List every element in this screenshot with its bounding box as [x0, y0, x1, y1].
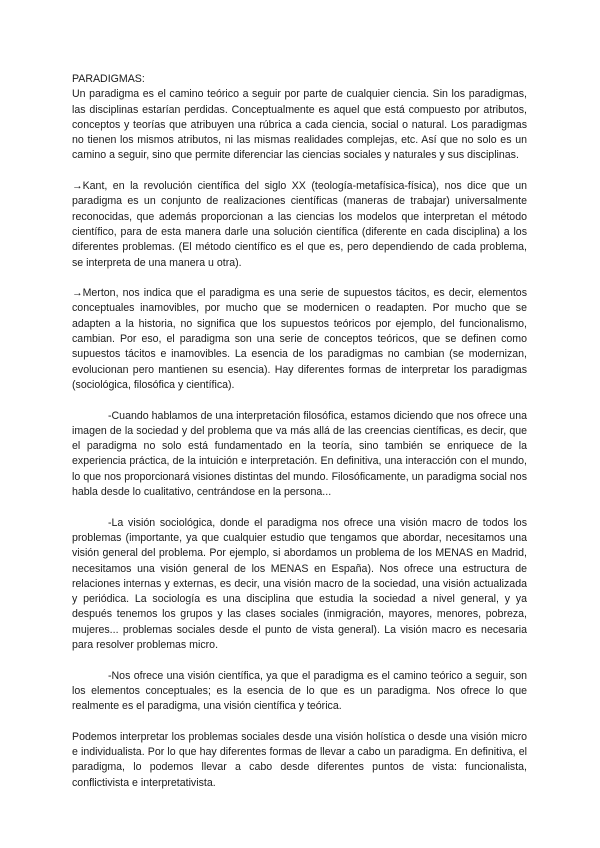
paragraph-conclusion: Podemos interpretar los problemas sociales desde una visión holística o desde una visión micro e individualista. Por lo que hay diferentes formas de llevar a cabo un paradigma. En definitiva, el paradigma, lo podemos llevar a cabo desde diferentes puntos de vista: funcionalista, conflictivista e interpretativista. [72, 730, 527, 789]
document-title: PARADIGMAS: [72, 73, 145, 85]
document-body [72, 72, 527, 806]
paragraph-definition: Un paradigma es el camino teórico a seguir por parte de cualquier ciencia. Sin los paradigmas, las disciplinas estarían perdidas. Conceptualmente es aquel que está compuesto por atributos, conceptos y teorías que atribuyen una rúbrica a cada ciencia, social o natural. Los paradigmas no tienen los mismos atributos, ni las mismas realidades complejas, etc. Así que no solo es un camino a seguir, sino que permite diferenciar las ciencias sociales y naturales y sus disciplinas. [72, 88, 527, 162]
paragraph-scientific: -Nos ofrece una visión científica, ya que el paradigma es el camino teórico a seguir, son los elementos conceptuales; es la esencia de lo que es un paradigma. Nos ofrece lo que realmente es el paradigma, una visión científica y teórica. [72, 669, 527, 713]
paragraph-kant: →Kant, en la revolución científica del siglo XX (teología-metafísica-física), nos dice que un paradigma es un conjunto de realizaciones científicas (maneras de trabajar) universalmente reconocidas, que además proporcionan a las ciencias los modelos que interpretan el método científico, para de esta manera darle una solución científica (diferente en cada disciplina) a los diferentes problemas. (El método científico es el que es, pero dependiendo de cada problema, se interpreta de una manera u otra). [72, 180, 527, 269]
intro-paragraph [72, 72, 527, 164]
paragraph-sociological: -La visión sociológica, donde el paradigma nos ofrece una visión macro de todos los problemas (importante, ya que cualquier estudio que tengamos que abordar, necesitamos una visión general del problema. Por ejemplo, si abordamos un problema de los MENAS en Madrid, necesitamos una visión general de los MENAS en España). Nos ofrece una estructura de relaciones internas y externas, es decir, una visión macro de la sociedad, una visión actualizada y periódica. La sociología es una disciplina que estudia la sociedad a nivel general, y ya después tenemos los grupos y las clases sociales (inmigración, mayores, menores, pobreza, mujeres... problemas sociales desde el punto de vista general). La visión macro es necesaria para resolver problemas micro. [72, 516, 527, 651]
paragraph-philosophical: -Cuando hablamos de una interpretación filosófica, estamos diciendo que nos ofrece una imagen de la sociedad y del problema que va más allá de las creencias científicas, es decir, que el paradigma no solo está fundamentado en la teoría, sino también se enriquece de la experiencia práctica, de la intuición e interpretación. En definitiva, una interacción con el mundo, lo que nos proporcionará visiones distintas del mundo. Filosóficamente, un paradigma social nos habla desde lo cualitativo, centrándose en la persona... [72, 409, 527, 499]
paragraph-merton: →Merton, nos indica que el paradigma es una serie de supuestos tácitos, es decir, elementos conceptuales inamovibles, por mucho que se modernicen o readapten. Por mucho que se adapten a la historia, no significa que los supuestos teóricos por ejemplo, del funcionalismo, cambian. Por eso, el paradigma son una serie de conceptos teóricos, que se definen como supuestos tácitos e inamovibles. La esencia de los paradigmas no cambian (se modernizan, evolucionan pero mantienen su esencia). Hay diferentes formas de interpretar los paradigmas (sociológica, filosófica y científica). [72, 287, 527, 391]
